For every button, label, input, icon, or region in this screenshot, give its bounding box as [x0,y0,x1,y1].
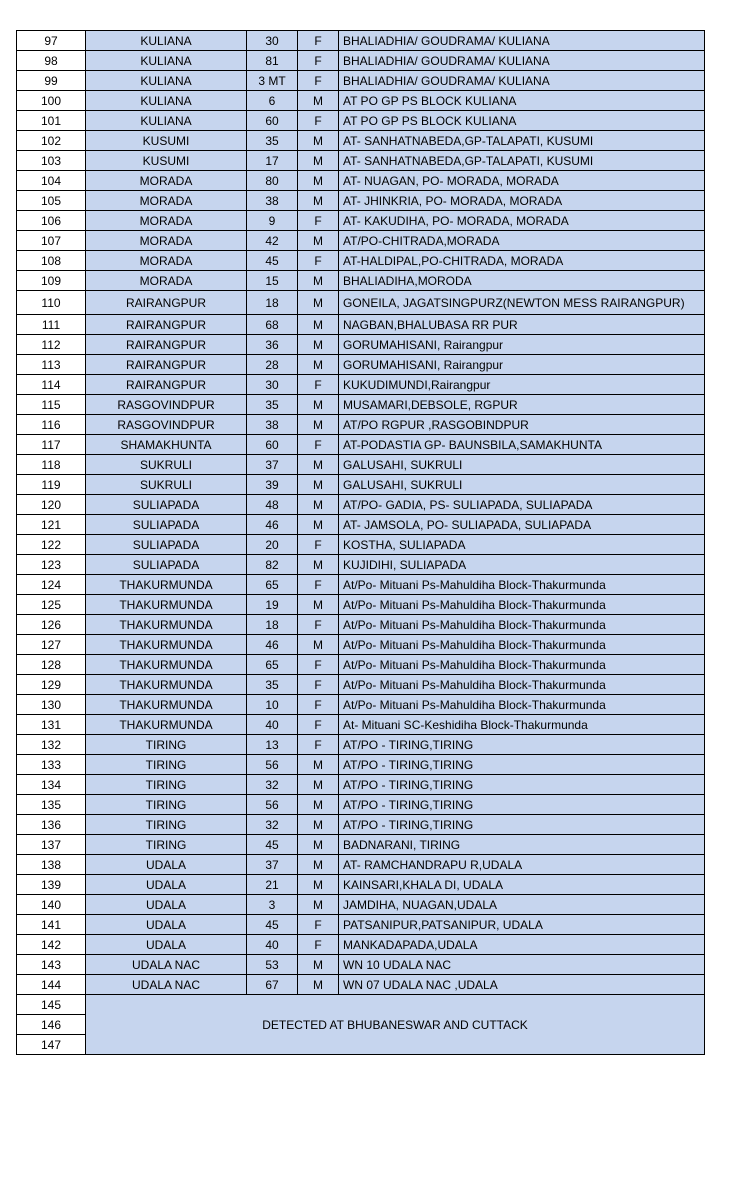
serial-number-cell: 101 [17,111,86,131]
sex-cell: M [298,415,339,435]
address-cell: GONEILA, JAGATSINGPURZ(NEWTON MESS RAIRANGPUR) [339,291,705,315]
detection-note: DETECTED AT BHUBANESWAR AND CUTTACK [86,995,705,1055]
sex-cell: M [298,355,339,375]
block-cell: UDALA [86,875,247,895]
age-cell: 38 [247,191,298,211]
serial-number-cell: 126 [17,615,86,635]
table-row [17,635,705,655]
serial-number-cell: 130 [17,695,86,715]
block-cell: RAIRANGPUR [86,375,247,395]
block-cell: TIRING [86,775,247,795]
address-cell: AT/PO - TIRING,TIRING [339,755,705,775]
serial-number-cell: 133 [17,755,86,775]
address-cell: AT- JHINKRIA, PO- MORADA, MORADA [339,191,705,211]
age-cell: 3 MT [247,71,298,91]
serial-number-cell: 146 [17,1015,86,1035]
address-cell: MANKADAPADA,UDALA [339,935,705,955]
table-row [17,875,705,895]
sex-cell: F [298,71,339,91]
serial-number-cell: 139 [17,875,86,895]
age-cell: 39 [247,475,298,495]
serial-number-cell: 124 [17,575,86,595]
block-cell: MORADA [86,211,247,231]
address-cell: BADNARANI, TIRING [339,835,705,855]
block-cell: TIRING [86,815,247,835]
sex-cell: F [298,715,339,735]
block-cell: RAIRANGPUR [86,291,247,315]
block-cell: UDALA [86,915,247,935]
age-cell: 40 [247,935,298,955]
block-cell: UDALA NAC [86,955,247,975]
age-cell: 21 [247,875,298,895]
age-cell: 45 [247,915,298,935]
table-row [17,615,705,635]
address-cell: AT-HALDIPAL,PO-CHITRADA, MORADA [339,251,705,271]
sex-cell: M [298,131,339,151]
serial-number-cell: 103 [17,151,86,171]
address-cell: KUJIDIHI, SULIAPADA [339,555,705,575]
serial-number-cell: 99 [17,71,86,91]
age-cell: 32 [247,775,298,795]
sex-cell: M [298,755,339,775]
address-cell: AT- JAMSOLA, PO- SULIAPADA, SULIAPADA [339,515,705,535]
age-cell: 67 [247,975,298,995]
age-cell: 37 [247,855,298,875]
serial-number-cell: 132 [17,735,86,755]
age-cell: 9 [247,211,298,231]
age-cell: 82 [247,555,298,575]
address-cell: KAINSARI,KHALA DI, UDALA [339,875,705,895]
address-cell: AT/PO - TIRING,TIRING [339,735,705,755]
sex-cell: M [298,775,339,795]
serial-number-cell: 138 [17,855,86,875]
address-cell: AT- SANHATNABEDA,GP-TALAPATI, KUSUMI [339,151,705,171]
sex-cell: M [298,271,339,291]
table-row [17,315,705,335]
sex-cell: F [298,435,339,455]
address-cell: WN 07 UDALA NAC ,UDALA [339,975,705,995]
block-cell: KUSUMI [86,131,247,151]
age-cell: 81 [247,51,298,71]
case-table-body [17,31,705,1055]
table-row [17,555,705,575]
serial-number-cell: 131 [17,715,86,735]
sex-cell: M [298,335,339,355]
sex-cell: M [298,555,339,575]
table-row [17,775,705,795]
address-cell: At/Po- Mituani Ps-Mahuldiha Block-Thakurmunda [339,635,705,655]
age-cell: 32 [247,815,298,835]
serial-number-cell: 125 [17,595,86,615]
address-cell: BHALIADIHA,MORODA [339,271,705,291]
serial-number-cell: 104 [17,171,86,191]
age-cell: 46 [247,635,298,655]
table-row [17,355,705,375]
block-cell: TIRING [86,795,247,815]
serial-number-cell: 105 [17,191,86,211]
address-cell: KOSTHA, SULIAPADA [339,535,705,555]
serial-number-cell: 144 [17,975,86,995]
sex-cell: M [298,171,339,191]
table-row [17,695,705,715]
table-row [17,895,705,915]
block-cell: RAIRANGPUR [86,335,247,355]
address-cell: MUSAMARI,DEBSOLE, RGPUR [339,395,705,415]
serial-number-cell: 106 [17,211,86,231]
table-row [17,835,705,855]
address-cell: AT- NUAGAN, PO- MORADA, MORADA [339,171,705,191]
sex-cell: M [298,91,339,111]
block-cell: MORADA [86,171,247,191]
table-row [17,435,705,455]
sex-cell: M [298,515,339,535]
serial-number-cell: 107 [17,231,86,251]
table-row [17,395,705,415]
block-cell: KULIANA [86,91,247,111]
table-row [17,231,705,251]
serial-number-cell: 122 [17,535,86,555]
age-cell: 65 [247,655,298,675]
address-cell: WN 10 UDALA NAC [339,955,705,975]
sex-cell: F [298,251,339,271]
address-cell: PATSANIPUR,PATSANIPUR, UDALA [339,915,705,935]
age-cell: 30 [247,31,298,51]
serial-number-cell: 98 [17,51,86,71]
table-row [17,51,705,71]
table-row [17,995,705,1015]
table-row [17,211,705,231]
serial-number-cell: 109 [17,271,86,291]
sex-cell: M [298,975,339,995]
block-cell: RASGOVINDPUR [86,395,247,415]
table-row [17,475,705,495]
serial-number-cell: 145 [17,995,86,1015]
sex-cell: M [298,395,339,415]
age-cell: 18 [247,291,298,315]
age-cell: 17 [247,151,298,171]
serial-number-cell: 116 [17,415,86,435]
address-cell: KUKUDIMUNDI,Rairangpur [339,375,705,395]
serial-number-cell: 112 [17,335,86,355]
table-row [17,955,705,975]
address-cell: AT PO GP PS BLOCK KULIANA [339,91,705,111]
case-table [16,30,705,1055]
age-cell: 65 [247,575,298,595]
table-row [17,815,705,835]
table-row [17,251,705,271]
age-cell: 53 [247,955,298,975]
sex-cell: F [298,51,339,71]
block-cell: MORADA [86,271,247,291]
table-row [17,171,705,191]
age-cell: 6 [247,91,298,111]
serial-number-cell: 120 [17,495,86,515]
sex-cell: M [298,635,339,655]
address-cell: AT-PODASTIA GP- BAUNSBILA,SAMAKHUNTA [339,435,705,455]
age-cell: 20 [247,535,298,555]
table-row [17,375,705,395]
block-cell: KUSUMI [86,151,247,171]
block-cell: TIRING [86,755,247,775]
address-cell: GORUMAHISANI, Rairangpur [339,335,705,355]
table-row [17,455,705,475]
block-cell: RASGOVINDPUR [86,415,247,435]
table-row [17,655,705,675]
table-row [17,71,705,91]
age-cell: 35 [247,395,298,415]
sex-cell: M [298,955,339,975]
block-cell: SUKRULI [86,475,247,495]
block-cell: MORADA [86,231,247,251]
table-row [17,111,705,131]
age-cell: 35 [247,675,298,695]
sex-cell: M [298,475,339,495]
age-cell: 60 [247,111,298,131]
address-cell: JAMDIHA, NUAGAN,UDALA [339,895,705,915]
sex-cell: M [298,795,339,815]
address-cell: AT PO GP PS BLOCK KULIANA [339,111,705,131]
sex-cell: F [298,375,339,395]
age-cell: 38 [247,415,298,435]
sex-cell: F [298,31,339,51]
block-cell: UDALA [86,935,247,955]
sex-cell: F [298,211,339,231]
block-cell: THAKURMUNDA [86,575,247,595]
age-cell: 13 [247,735,298,755]
serial-number-cell: 121 [17,515,86,535]
age-cell: 60 [247,435,298,455]
serial-number-cell: 100 [17,91,86,111]
address-cell: AT/PO-CHITRADA,MORADA [339,231,705,251]
table-row [17,575,705,595]
serial-number-cell: 136 [17,815,86,835]
table-row [17,191,705,211]
table-row [17,535,705,555]
sex-cell: M [298,595,339,615]
table-row [17,795,705,815]
age-cell: 37 [247,455,298,475]
address-cell: AT- RAMCHANDRAPU R,UDALA [339,855,705,875]
age-cell: 48 [247,495,298,515]
sex-cell: F [298,695,339,715]
age-cell: 15 [247,271,298,291]
serial-number-cell: 128 [17,655,86,675]
serial-number-cell: 129 [17,675,86,695]
sex-cell: M [298,315,339,335]
serial-number-cell: 147 [17,1035,86,1055]
table-row [17,31,705,51]
block-cell: UDALA [86,895,247,915]
address-cell: AT- KAKUDIHA, PO- MORADA, MORADA [339,211,705,231]
serial-number-cell: 102 [17,131,86,151]
sex-cell: M [298,855,339,875]
block-cell: SUKRULI [86,455,247,475]
age-cell: 56 [247,795,298,815]
sex-cell: M [298,455,339,475]
sex-cell: F [298,675,339,695]
address-cell: BHALIADHIA/ GOUDRAMA/ KULIANA [339,31,705,51]
block-cell: SULIAPADA [86,495,247,515]
sex-cell: M [298,815,339,835]
age-cell: 45 [247,251,298,271]
address-cell: At/Po- Mituani Ps-Mahuldiha Block-Thakurmunda [339,575,705,595]
address-cell: AT/PO - TIRING,TIRING [339,775,705,795]
sex-cell: M [298,151,339,171]
age-cell: 42 [247,231,298,251]
block-cell: UDALA NAC [86,975,247,995]
block-cell: RAIRANGPUR [86,315,247,335]
address-cell: AT/PO- GADIA, PS- SULIAPADA, SULIAPADA [339,495,705,515]
block-cell: KULIANA [86,111,247,131]
block-cell: TIRING [86,835,247,855]
serial-number-cell: 119 [17,475,86,495]
table-row [17,935,705,955]
address-cell: AT/PO - TIRING,TIRING [339,815,705,835]
table-row [17,755,705,775]
table-row [17,915,705,935]
serial-number-cell: 137 [17,835,86,855]
serial-number-cell: 140 [17,895,86,915]
table-row [17,975,705,995]
table-row [17,131,705,151]
address-cell: At/Po- Mituani Ps-Mahuldiha Block-Thakurmunda [339,655,705,675]
address-cell: At- Mituani SC-Keshidiha Block-Thakurmunda [339,715,705,735]
age-cell: 18 [247,615,298,635]
sex-cell: F [298,575,339,595]
block-cell: MORADA [86,251,247,271]
serial-number-cell: 97 [17,31,86,51]
serial-number-cell: 127 [17,635,86,655]
age-cell: 80 [247,171,298,191]
block-cell: THAKURMUNDA [86,695,247,715]
age-cell: 68 [247,315,298,335]
sex-cell: F [298,111,339,131]
address-cell: AT- SANHATNABEDA,GP-TALAPATI, KUSUMI [339,131,705,151]
block-cell: SHAMAKHUNTA [86,435,247,455]
address-cell: AT/PO RGPUR ,RASGOBINDPUR [339,415,705,435]
serial-number-cell: 108 [17,251,86,271]
serial-number-cell: 123 [17,555,86,575]
address-cell: AT/PO - TIRING,TIRING [339,795,705,815]
sex-cell: F [298,615,339,635]
serial-number-cell: 134 [17,775,86,795]
block-cell: THAKURMUNDA [86,615,247,635]
table-row [17,515,705,535]
table-row [17,415,705,435]
sex-cell: F [298,935,339,955]
serial-number-cell: 118 [17,455,86,475]
serial-number-cell: 115 [17,395,86,415]
age-cell: 19 [247,595,298,615]
age-cell: 45 [247,835,298,855]
table-row [17,715,705,735]
block-cell: THAKURMUNDA [86,715,247,735]
block-cell: THAKURMUNDA [86,675,247,695]
sex-cell: M [298,895,339,915]
table-row [17,151,705,171]
address-cell: GORUMAHISANI, Rairangpur [339,355,705,375]
serial-number-cell: 114 [17,375,86,395]
serial-number-cell: 142 [17,935,86,955]
block-cell: THAKURMUNDA [86,635,247,655]
serial-number-cell: 117 [17,435,86,455]
sex-cell: M [298,495,339,515]
block-cell: UDALA [86,855,247,875]
sex-cell: M [298,875,339,895]
age-cell: 3 [247,895,298,915]
age-cell: 28 [247,355,298,375]
sex-cell: M [298,191,339,211]
block-cell: SULIAPADA [86,515,247,535]
address-cell: GALUSAHI, SUKRULI [339,475,705,495]
age-cell: 30 [247,375,298,395]
age-cell: 10 [247,695,298,715]
sex-cell: M [298,291,339,315]
serial-number-cell: 110 [17,291,86,315]
table-row [17,271,705,291]
serial-number-cell: 143 [17,955,86,975]
address-cell: At/Po- Mituani Ps-Mahuldiha Block-Thakurmunda [339,695,705,715]
block-cell: MORADA [86,191,247,211]
table-row [17,675,705,695]
block-cell: KULIANA [86,71,247,91]
table-row [17,595,705,615]
block-cell: THAKURMUNDA [86,595,247,615]
table-row [17,855,705,875]
block-cell: SULIAPADA [86,555,247,575]
table-row [17,735,705,755]
address-cell: NAGBAN,BHALUBASA RR PUR [339,315,705,335]
address-cell: GALUSAHI, SUKRULI [339,455,705,475]
address-cell: At/Po- Mituani Ps-Mahuldiha Block-Thakurmunda [339,675,705,695]
age-cell: 40 [247,715,298,735]
age-cell: 35 [247,131,298,151]
sex-cell: F [298,655,339,675]
sex-cell: M [298,231,339,251]
address-cell: At/Po- Mituani Ps-Mahuldiha Block-Thakurmunda [339,595,705,615]
serial-number-cell: 135 [17,795,86,815]
block-cell: KULIANA [86,51,247,71]
block-cell: KULIANA [86,31,247,51]
age-cell: 46 [247,515,298,535]
serial-number-cell: 111 [17,315,86,335]
serial-number-cell: 113 [17,355,86,375]
address-cell: At/Po- Mituani Ps-Mahuldiha Block-Thakurmunda [339,615,705,635]
table-row [17,291,705,315]
block-cell: SULIAPADA [86,535,247,555]
table-row [17,91,705,111]
sex-cell: F [298,535,339,555]
block-cell: TIRING [86,735,247,755]
address-cell: BHALIADHIA/ GOUDRAMA/ KULIANA [339,71,705,91]
serial-number-cell: 141 [17,915,86,935]
sex-cell: M [298,835,339,855]
block-cell: RAIRANGPUR [86,355,247,375]
age-cell: 36 [247,335,298,355]
block-cell: THAKURMUNDA [86,655,247,675]
age-cell: 56 [247,755,298,775]
sex-cell: F [298,915,339,935]
sex-cell: F [298,735,339,755]
address-cell: BHALIADHIA/ GOUDRAMA/ KULIANA [339,51,705,71]
table-row [17,495,705,515]
table-row [17,335,705,355]
